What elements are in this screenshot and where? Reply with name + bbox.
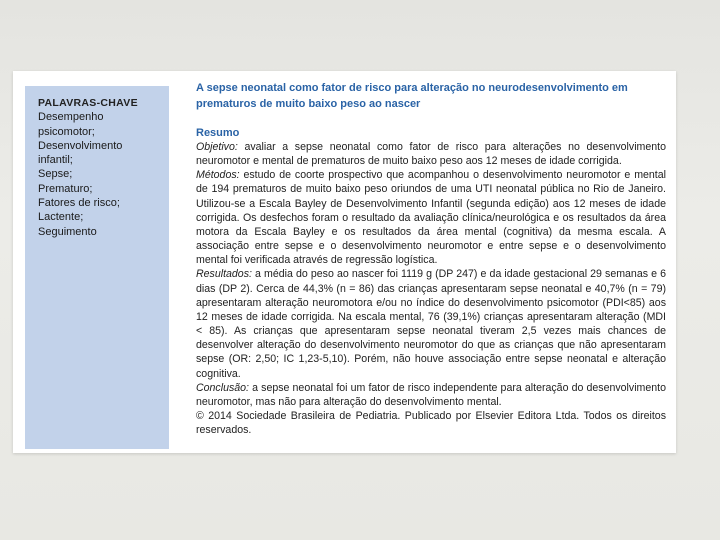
- keyword-item: infantil;: [38, 154, 73, 167]
- section-text: a média do peso ao nascer foi 1119 g (DP 247) e da idade gestacional 29 semanas e 6 dias (DP 2). Cerca de 44,3% (n = 86) das crianças apresentaram sepse neonatal e 40,7% (n = 79) apresentaram alteração neuromotora e/ou no índice do desenvolvimento psicomotor (PDI<85) aos 12 meses de idade corrigida. Na escala mental, 76 (39,1%) crianças apresentaram alteração (MDI < 85). As crianças que apresentaram sepse neonatal tiveram 2,5 vezes mais chances de desenvolver alteração do desenvolvimento neuromotor do que as crianças que não apresentaram sepse (OR: 2,50; IC 1,23-5,10). Porém, não houve associação entre sepse neonatal e alteração cognitiva.: [196, 268, 666, 380]
- slide-panel: [13, 71, 676, 453]
- article-title: A sepse neonatal como fator de risco para alteração no neurodesenvolvimento em prematuros de muito baixo peso ao nascer: [196, 82, 628, 110]
- keyword-item: Prematuro;: [38, 182, 93, 195]
- keyword-item: Lactente;: [38, 211, 84, 224]
- keywords-title: PALAVRAS-CHAVE: [38, 97, 138, 109]
- keyword-item: psicomotor;: [38, 125, 95, 138]
- section-text: avaliar a sepse neonatal como fator de risco para alterações no desenvolvimento neuromotor e mental de prematuros de muito baixo peso aos 12 meses de idade corrigida.: [196, 141, 666, 168]
- keyword-item: Desempenho: [38, 111, 104, 124]
- section-text: estudo de coorte prospectivo que acompanhou o desenvolvimento neuromotor e mental de 194 prematuros de muito baixo peso oriundos de uma UTI neonatal pública no Rio de Janeiro. Utilizou-se a Escala Bayley de Desenvolvimento Infantil (segunda edição) aos 12 meses de idade corrigida. Os desfechos foram o resultado da avaliação clínica/neurológica e os resultados da área motora da Escala Bayley e os resultados da área mental (cognitiva) da mesma escala. A associação entre sepse e o desenvolvimento neuromotor e entre sepse e o desenvolvimento mental foi verificada através de regressão logística.: [196, 169, 666, 267]
- section-text: a sepse neonatal foi um fator de risco independente para alteração do desenvolvimento neuromotor, mas não para alteração do desenvolvimento mental.: [196, 381, 666, 408]
- copyright-notice: © 2014 Sociedade Brasileira de Pediatria. Publicado por Elsevier Editora Ltda. Todos os direitos reservados.: [196, 409, 666, 437]
- abstract-conclusao: [196, 381, 666, 409]
- resumo-heading: Resumo: [196, 127, 240, 139]
- keyword-item: Seguimento: [38, 225, 97, 238]
- section-label: Objetivo:: [196, 141, 238, 153]
- keywords-sidebar: [25, 86, 169, 449]
- keyword-item: Sepse;: [38, 168, 73, 181]
- article-content: [196, 81, 666, 437]
- abstract-resultados: [196, 267, 666, 380]
- keyword-item: Fatores de risco;: [38, 197, 120, 210]
- section-label: Métodos:: [196, 169, 240, 182]
- abstract-body: [196, 140, 666, 437]
- abstract-objetivo: [196, 140, 666, 168]
- section-label: Conclusão:: [196, 381, 249, 394]
- section-label: Resultados:: [196, 268, 252, 281]
- abstract-metodos: [196, 168, 666, 267]
- keyword-item: Desenvolvimento: [38, 139, 123, 152]
